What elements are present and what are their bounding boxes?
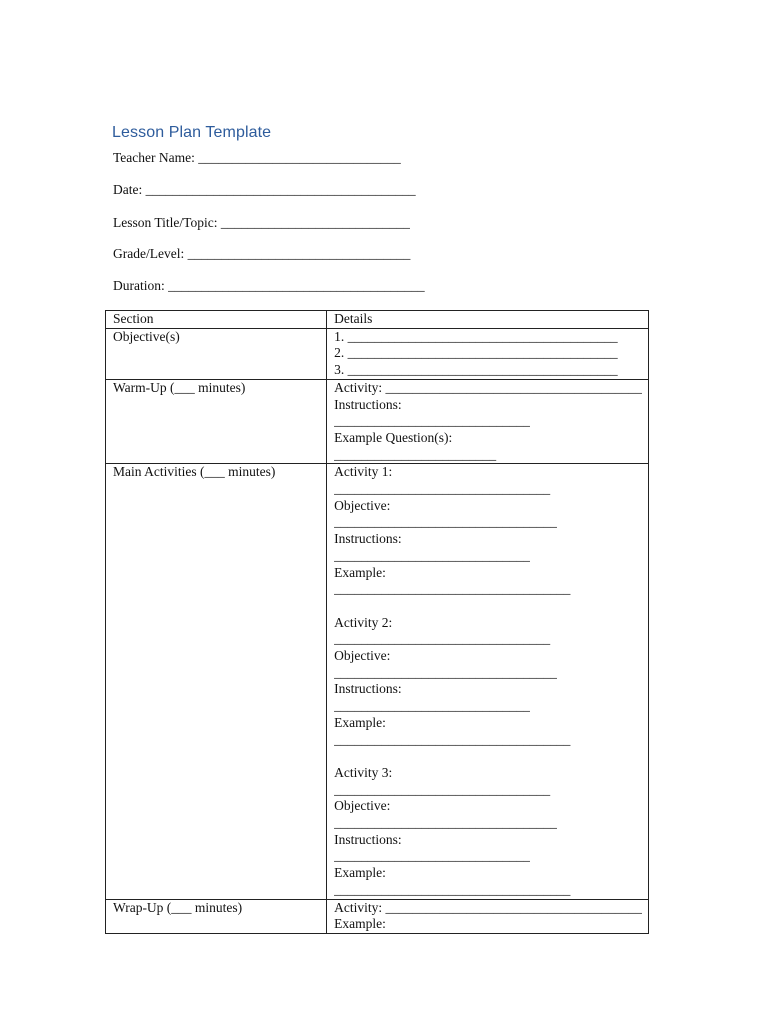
activity-1-objective-blank: _________________________________ <box>334 514 557 530</box>
activity-2-block <box>334 615 642 749</box>
activity-2-objective-blank: _________________________________ <box>334 664 557 680</box>
activity-3-instructions-label: Instructions: <box>334 831 402 847</box>
warm-up-example-label: Example Question(s): <box>334 429 453 445</box>
activity-2-instructions-blank: _____________________________ <box>334 698 530 714</box>
main-activities-row <box>106 464 649 899</box>
warm-up-example-blank: ________________________ <box>334 446 497 462</box>
activity-1-objective-label: Objective: <box>334 497 391 513</box>
activity-1-label: Activity 1: <box>334 464 393 480</box>
activity-3-instructions-blank: _____________________________ <box>334 848 530 864</box>
teacher-name-field: Teacher Name: ______________________________ <box>113 150 401 165</box>
duration-field: Duration: ______________________________________ <box>113 278 425 293</box>
objectives-details-cell <box>327 328 649 379</box>
activity-2-blank: ________________________________ <box>334 631 551 647</box>
activity-2-objective-label: Objective: <box>334 648 391 664</box>
activity-1-blank: ________________________________ <box>334 481 551 497</box>
activity-2-example-blank: ___________________________________ <box>334 731 571 747</box>
activity-3-objective-label: Objective: <box>334 798 391 814</box>
objectives-row <box>106 328 649 379</box>
objective-line-1: 1. ________________________________________ <box>334 328 618 344</box>
objectives-section-cell: Objective(s) <box>106 328 327 379</box>
main-activities-details-cell <box>327 464 649 899</box>
wrap-up-example-label: Example: <box>334 916 386 932</box>
date-field: Date: ________________________________________ <box>113 182 416 197</box>
warm-up-activity-line: Activity: ______________________________________ <box>334 379 642 395</box>
activity-3-blank: ________________________________ <box>334 781 551 797</box>
warm-up-row <box>106 379 649 464</box>
lesson-title-field: Lesson Title/Topic: ____________________________ <box>113 215 410 230</box>
wrap-up-section-cell: Wrap-Up (___ minutes) <box>106 899 327 933</box>
activity-3-example-blank: ___________________________________ <box>334 881 571 897</box>
document-title: Lesson Plan Template <box>112 124 272 141</box>
table-header-row <box>106 311 649 329</box>
activity-2-label: Activity 2: <box>334 614 393 630</box>
activity-1-example-blank: ___________________________________ <box>334 581 571 597</box>
wrap-up-activity-line: Activity: ______________________________________ <box>334 899 642 915</box>
wrap-up-row <box>106 899 649 933</box>
spacer <box>334 748 642 765</box>
warm-up-instructions-blank: _____________________________ <box>334 413 530 429</box>
activity-1-block <box>334 464 642 598</box>
warm-up-section-cell: Warm-Up (___ minutes) <box>106 379 327 464</box>
activity-1-example-label: Example: <box>334 564 386 580</box>
activity-3-objective-blank: _________________________________ <box>334 815 557 831</box>
objective-line-2: 2. ________________________________________ <box>334 345 618 361</box>
activity-2-example-label: Example: <box>334 714 386 730</box>
main-activities-section-cell: Main Activities (___ minutes) <box>106 464 327 899</box>
spacer <box>334 598 642 615</box>
lesson-plan-table <box>105 310 649 934</box>
objective-line-3: 3. ________________________________________ <box>334 362 618 378</box>
header-details: Details <box>327 311 649 329</box>
activity-3-example-label: Example: <box>334 865 386 881</box>
header-section: Section <box>106 311 327 329</box>
grade-level-field: Grade/Level: _________________________________ <box>113 246 411 261</box>
warm-up-instructions-label: Instructions: <box>334 396 402 412</box>
activity-1-instructions-label: Instructions: <box>334 531 402 547</box>
activity-1-instructions-blank: _____________________________ <box>334 547 530 563</box>
activity-3-label: Activity 3: <box>334 764 393 780</box>
activity-2-instructions-label: Instructions: <box>334 681 402 697</box>
warm-up-details-cell <box>327 379 649 464</box>
wrap-up-details-cell <box>327 899 649 933</box>
activity-3-block <box>334 765 642 899</box>
